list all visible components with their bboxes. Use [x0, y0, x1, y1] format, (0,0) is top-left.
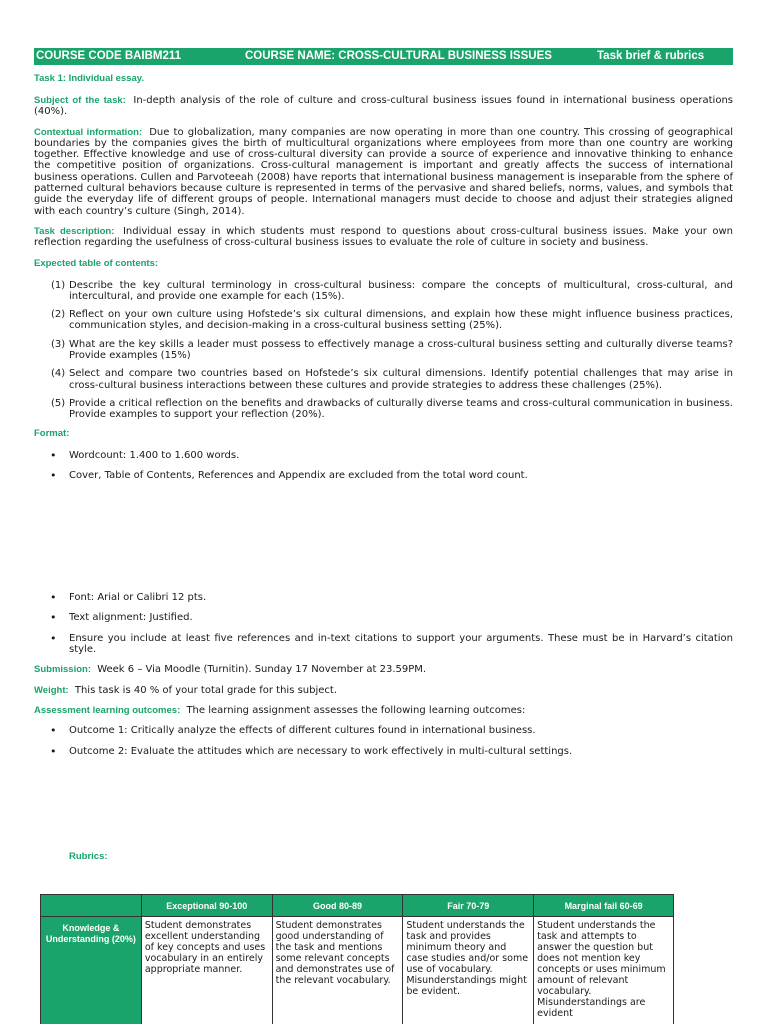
task-description-text: Individual essay in which students must respond to questions about cross-cultural business issues. Make your own reflection regarding the usefulness of cross-cultural business issues to evaluate the role of culture in society and business. [34, 225, 734, 249]
format-item-text: Text alignment: Justified. [69, 612, 193, 624]
toc-item-number: (2) [51, 309, 66, 321]
toc-item [51, 309, 733, 332]
toc-item-text: Provide a critical reflection on the benefits and drawbacks of culturally diverse teams and cross-cultural communication in business. Provide examples to support your reflection (20%). [69, 397, 733, 421]
toc-item-text: Select and compare two countries based on Hofstede’s six cultural dimensions. Identify potential challenges that may arise in cross-cultural business interactions between these cultures and provide strategies to address these challenges (25%). [69, 368, 733, 391]
rubrics-header-cell: Marginal fail 60-69 [534, 895, 674, 917]
format-item [50, 450, 733, 461]
toc-item-text: Reflect on your own culture using Hofstede’s six cultural dimensions, and explain how these might influence business practices, communication styles, and decision-making in a cross-cultural business setting (25%). [69, 309, 733, 332]
document-header-bar [34, 48, 733, 65]
submission-paragraph [34, 664, 733, 675]
rubrics-row-label: Knowledge & Understanding (20%) [41, 917, 142, 1024]
rubrics-header-cell: Good 80-89 [272, 895, 403, 917]
task-description-paragraph [34, 226, 733, 249]
rubrics-cell: Student understands the task and attempts to answer the question but does not mention key concepts or uses minimum amount of relevant vocabulary. Misunderstandings are evident [534, 917, 674, 1024]
task-title: Task 1: Individual essay. [34, 73, 145, 84]
rubrics-cell: Student understands the task and provides minimum theory and case studies and/or some use of vocabulary. Misunderstandings might be evident. [403, 917, 534, 1024]
context-label: Contextual information: [34, 126, 143, 138]
subject-label: Subject of the task: [34, 95, 126, 106]
format-item [50, 612, 733, 623]
subject-text: In-depth analysis of the role of culture and cross-cultural business issues found in international business operations (40%). [34, 95, 733, 118]
weight-paragraph [34, 685, 733, 696]
bullet-icon: • [50, 448, 57, 462]
bullet-icon: • [50, 591, 57, 605]
format-item-text: Font: Arial or Calibri 12 pts. [69, 592, 207, 604]
toc-item-number: (5) [51, 397, 66, 409]
course-name: COURSE NAME: CROSS-CULTURAL BUSINESS ISSUES [245, 50, 552, 62]
bullet-icon: • [50, 744, 57, 758]
toc-item-text: Describe the key cultural terminology in cross-cultural business: compare the concepts of multicultural, cross-cultural, and intercultural, and provide one example for each (15%). [69, 279, 733, 302]
toc-item [51, 280, 733, 303]
toc-label: Expected table of contents: [34, 257, 159, 269]
format-list-b [50, 592, 733, 655]
rubrics-title: Rubrics: [69, 851, 108, 862]
context-text: Due to globalization, many companies are now operating in more than one country. This crossing of geographical boundaries by the companies gives the birth of multicultural organizations where employees from more than one country are working together. Effective knowledge and use of cross-cultural diversity can provide a source of experience and innovative thinking to enhance the competitive position of organizations. Cross-cultural management is important and greatly affects the success of international business operations. Cullen and Parvoteeah (2008) have reports that international business management is inseparable from the sphere of patterned cultural behaviors because culture is represented in terms of the pervasive and shared beliefs, norms, values, and symbols that guide the everyday life of different groups of people. International managers must decide to choose and adjust their strategies aligned with each country’s culture (Singh, 2014). [34, 126, 733, 217]
subject-paragraph [34, 95, 733, 118]
toc-item-text: What are the key skills a leader must possess to effectively manage a cross-cultural business setting and culturally diverse teams? Provide examples (15%) [69, 338, 733, 362]
toc-item [51, 398, 733, 421]
rubrics-cell: Student demonstrates excellent understanding of key concepts and uses vocabulary in an entirely appropriate manner. [141, 917, 272, 1024]
task-description-label: Task description: [34, 225, 115, 237]
rubrics-cell: Student demonstrates good understanding of the task and mentions some relevant concepts and demonstrates use of the relevant vocabulary. [272, 917, 403, 1024]
toc-item [51, 368, 733, 391]
bullet-icon: • [50, 468, 57, 482]
format-label: Format: [34, 427, 70, 439]
rubrics-header-cell: Exceptional 90-100 [141, 895, 272, 917]
submission-label: Submission: [34, 664, 92, 676]
document-body [34, 73, 733, 766]
rubrics-row [41, 917, 674, 1024]
outcomes-text: The learning assignment assesses the following learning outcomes: [186, 704, 526, 716]
toc-list [51, 280, 733, 421]
toc-item-number: (3) [51, 338, 66, 350]
format-item-text: Ensure you include at least five references and in-text citations to support your arguments. These must be in Harvard’s citation style. [69, 632, 733, 656]
toc-item-number: (4) [51, 368, 66, 380]
outcomes-list [50, 725, 733, 757]
bullet-icon: • [50, 724, 57, 738]
format-item-text: Cover, Table of Contents, References and Appendix are excluded from the total word count. [69, 469, 528, 481]
rubrics-table [40, 894, 674, 1024]
outcome-item [50, 725, 733, 736]
format-item [50, 633, 733, 656]
format-item [50, 592, 733, 603]
rubrics-header-cell: Fair 70-79 [403, 895, 534, 917]
outcome-item [50, 746, 733, 757]
context-paragraph [34, 127, 733, 217]
toc-item-number: (1) [51, 279, 66, 291]
weight-label: Weight: [34, 684, 69, 696]
outcome-item-text: Outcome 2: Evaluate the attitudes which are necessary to work effectively in multi-cultural settings. [69, 745, 573, 757]
rubrics-header-cell [41, 895, 142, 917]
outcome-item-text: Outcome 1: Critically analyze the effects of different cultures found in international business. [69, 725, 536, 737]
blank-space [34, 490, 733, 592]
course-code: COURSE CODE BAIBM211 [36, 50, 182, 62]
format-item [50, 470, 733, 481]
bullet-icon: • [50, 631, 57, 645]
outcomes-paragraph [34, 705, 733, 716]
outcomes-label: Assessment learning outcomes: [34, 704, 181, 716]
task-brief-title: Task brief & rubrics [597, 50, 705, 62]
toc-item [51, 339, 733, 362]
rubrics-header-row [41, 895, 674, 917]
weight-text: This task is 40 % of your total grade for this subject. [74, 684, 338, 696]
format-list-a [50, 450, 733, 482]
submission-text: Week 6 – Via Moodle (Turnitin). Sunday 17 November at 23.59PM. [97, 664, 427, 676]
bullet-icon: • [50, 611, 57, 625]
format-item-text: Wordcount: 1.400 to 1.600 words. [69, 449, 240, 461]
